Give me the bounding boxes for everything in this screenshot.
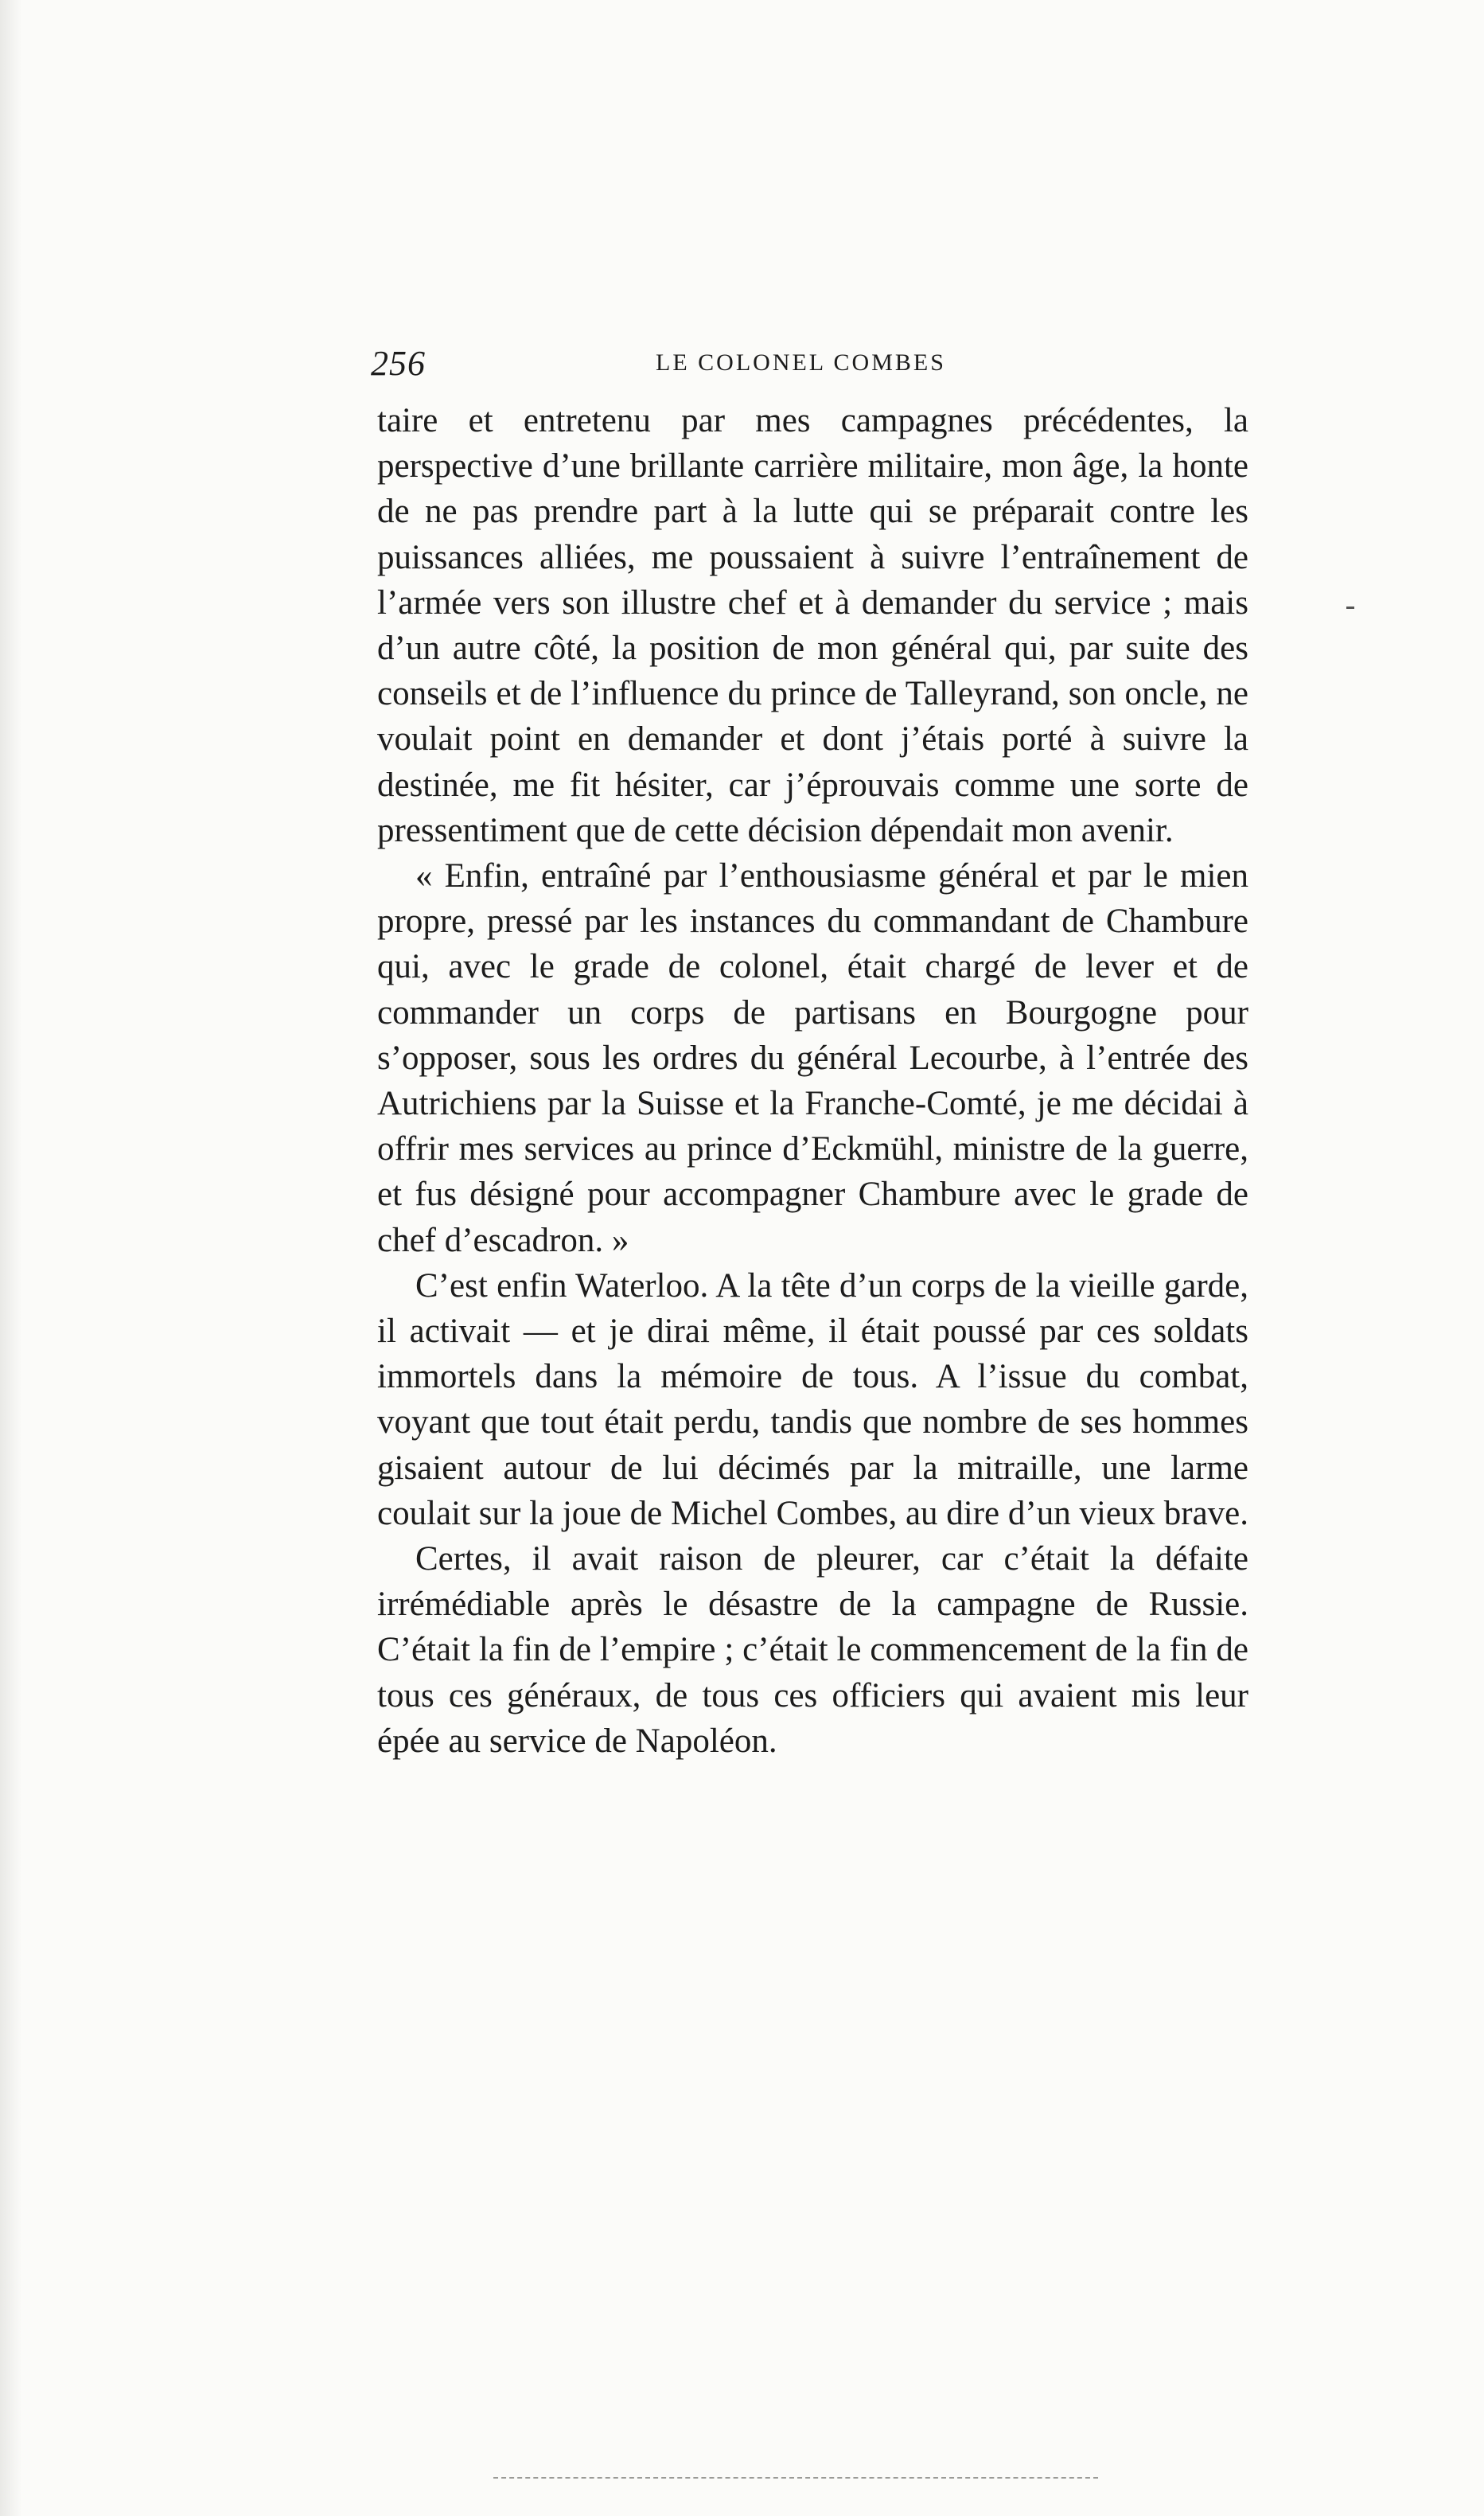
page-edge-shadow <box>0 0 22 2516</box>
paragraph-3: C’est enfin Waterloo. A la tête d’un corps de la vieille garde, il activait — et je dirai même, il était poussé par ces soldats immortels dans la mémoire de tous. A l’issue du combat, voyant que tout était perdu, tandis que nombre de ses hommes gisaient autour de lui décimés par la mitraille, une larme coulait sur la joue de Michel Combes, au dire d’un vieux brave. <box>377 1266 1248 1532</box>
bottom-dashed-rule <box>493 2477 1098 2479</box>
body-text <box>377 398 1248 1764</box>
page-number: 256 <box>371 344 426 383</box>
margin-mark <box>1346 607 1354 609</box>
running-title: LE COLONEL COMBES <box>656 349 946 376</box>
running-header <box>371 338 1251 386</box>
paragraph-1: taire et entretenu par mes campagnes précédentes, la perspective d’une brillante carrière militaire, mon âge, la honte de ne pas prendre part à la lutte qui se préparait contre les puissances alliées, me poussaient à suivre l’entraînement de l’armée vers son illustre chef et à demander du service ; mais d’un autre côté, la position de mon général qui, par suite des conseils et de l’influence du prince de Talleyrand, son oncle, ne voulait point en demander et dont j’étais porté à suivre la destinée, me fit hésiter, car j’éprouvais comme une sorte de pressentiment que de cette décision dépendait mon avenir. <box>377 402 1248 849</box>
paragraph-2: « Enfin, entraîné par l’enthousiasme général et par le mien propre, pressé par les instances du commandant de Chambure qui, avec le grade de colonel, était chargé de lever et de commander un corps de partisans en Bourgogne pour s’opposer, sous les ordres du général Lecourbe, à l’entrée des Autrichiens par la Suisse et la Franche-Comté, je me décidai à offrir mes services au prince d’Eckmühl, ministre de la guerre, et fus désigné pour accompagner Chambure avec le grade de chef d’escadron. » <box>377 857 1248 1259</box>
paragraph-4: Certes, il avait raison de pleurer, car c’était la défaite irrémédiable après le désastre de la campagne de Russie. C’était la fin de l’empire ; c’était le commencement de la fin de tous ces généraux, de tous ces officiers qui avaient mis leur épée au service de Napoléon. <box>377 1540 1248 1760</box>
